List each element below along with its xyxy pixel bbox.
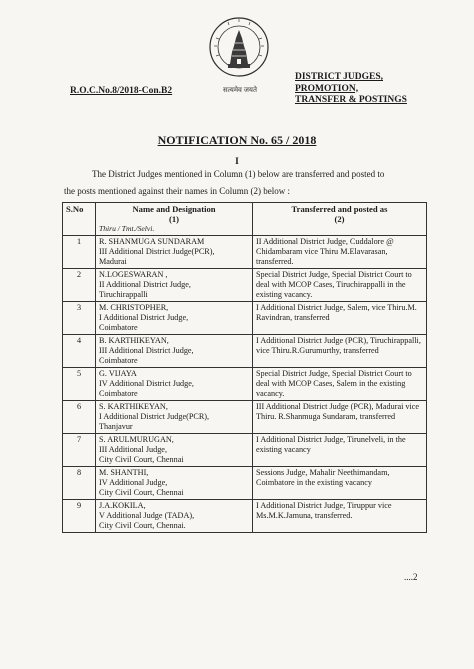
name-designation-cell [96, 368, 253, 401]
name-designation-cell [96, 269, 253, 302]
name-designation-line: Coimbatore [99, 389, 138, 398]
column-header-sno: S.No [63, 203, 96, 236]
name-designation-line: Tiruchirappalli [99, 290, 148, 299]
name-designation-line: M. SHANTHI, [99, 468, 149, 477]
posting-cell: I Additional District Judge (PCR), Tiruchirappalli, vice Thiru.R.Gurumurthy, transferred [253, 335, 427, 368]
name-designation-line: V Additional Judge (TADA), [99, 511, 195, 520]
posting-cell: Special District Judge, Special District Court to deal with MCOP Cases, Tiruchirappalli in the existing vacancy. [253, 269, 427, 302]
name-designation-line: III Additional District Judge, [99, 346, 194, 355]
name-designation-line: City Civil Court, Chennai [99, 488, 184, 497]
table-header-row [63, 203, 427, 236]
department-line: PROMOTION, [295, 83, 359, 94]
table-row [63, 467, 427, 500]
name-designation-line: S. KARTHIKEYAN, [99, 402, 168, 411]
name-designation-line: IV Additional District Judge, [99, 379, 194, 388]
notification-title: NOTIFICATION No. 65 / 2018 [157, 133, 317, 147]
intro-text-line: the posts mentioned against their names in Column (2) below : [64, 186, 290, 196]
name-designation-line: S. ARULMURUGAN, [99, 435, 174, 444]
name-designation-line: Coimbatore [99, 323, 138, 332]
serial-number-cell: 2 [63, 269, 96, 302]
name-designation-cell [96, 401, 253, 434]
column-header-post-number: (2) [334, 214, 345, 224]
serial-number-cell: 5 [63, 368, 96, 401]
name-designation-line: I Additional District Judge, [99, 313, 189, 322]
table-row [63, 302, 427, 335]
name-designation-cell [96, 335, 253, 368]
department-line: TRANSFER & POSTINGS [295, 95, 407, 105]
posting-cell: III Additional District Judge (PCR), Madurai vice Thiru. R.Shanmuga Sundaram, transferred [253, 401, 427, 434]
name-designation-line: III Additional Judge, [99, 445, 167, 454]
name-designation-line: Coimbatore [99, 356, 138, 365]
name-designation-line: City Civil Court, Chennai. [99, 521, 186, 530]
column-header-name [96, 203, 253, 236]
name-designation-line: R. SHANMUGA SUNDARAM [99, 237, 205, 246]
name-designation-line: M. CHRISTOPHER, [99, 303, 169, 312]
serial-number-cell: 4 [63, 335, 96, 368]
reference-number: R.O.C.No.8/2018-Con.B2 [70, 86, 173, 96]
name-designation-line: J.A.KOKILA, [99, 501, 146, 510]
posting-cell: I Additional District Judge, Salem, vice Thiru.M. Ravindran, transferred [253, 302, 427, 335]
column-header-post-label: Transferred and posted as [291, 204, 388, 214]
column-header-name-label: Name and Designation [132, 204, 216, 214]
intro-text-line: The District Judges mentioned in Column (1) below are transferred and posted to [92, 169, 385, 179]
serial-number-cell: 1 [63, 236, 96, 269]
serial-number-cell: 3 [63, 302, 96, 335]
department-heading [295, 72, 407, 107]
table-row [63, 269, 427, 302]
serial-number-cell: 7 [63, 434, 96, 467]
name-designation-line: Madurai [99, 257, 127, 266]
name-designation-line: City Civil Court, Chennai [99, 455, 184, 464]
table-row [63, 500, 427, 533]
transfer-table [62, 202, 427, 533]
name-designation-cell [96, 434, 253, 467]
name-designation-line: B. KARTHIKEYAN, [99, 336, 169, 345]
table-row [63, 434, 427, 467]
table-row [63, 368, 427, 401]
name-designation-line: Thanjavur [99, 422, 133, 431]
name-designation-line: N.LOGESWARAN , [99, 270, 168, 279]
high-court-seal-emblem [208, 16, 270, 86]
column-header-post [253, 203, 427, 236]
posting-cell: Special District Judge, Special District Court to deal with MCOP Cases, Salem in the existing vacancy. [253, 368, 427, 401]
posting-cell: I Additional District Judge, Tirunelveli, in the existing vacancy [253, 434, 427, 467]
name-designation-cell [96, 236, 253, 269]
serial-number-cell: 8 [63, 467, 96, 500]
name-designation-line: IV Additional Judge, [99, 478, 168, 487]
name-designation-line: II Additional District Judge, [99, 280, 191, 289]
name-designation-cell [96, 302, 253, 335]
name-designation-line: G. VIJAYA [99, 369, 137, 378]
serial-number-cell: 9 [63, 500, 96, 533]
serial-number-cell: 6 [63, 401, 96, 434]
page-continuation-marker: ....2 [404, 572, 418, 582]
name-designation-cell [96, 500, 253, 533]
name-designation-cell [96, 467, 253, 500]
part-number: I [235, 157, 239, 167]
posting-cell: I Additional District Judge, Tiruppur vice Ms.M.K.Jamuna, transferred. [253, 500, 427, 533]
table-row [63, 401, 427, 434]
table-row [63, 236, 427, 269]
name-designation-line: III Additional District Judge(PCR), [99, 247, 215, 256]
seal-motto: सत्यमेव जयते [223, 86, 257, 94]
posting-cell: Sessions Judge, Mahalir Neethimandam, Coimbatore in the existing vacancy [253, 467, 427, 500]
name-designation-line: I Additional District Judge(PCR), [99, 412, 210, 421]
department-line: DISTRICT JUDGES, [295, 72, 383, 82]
table-row [63, 335, 427, 368]
posting-cell: II Additional District Judge, Cuddalore @ Chidambaram vice Thiru M.Elavarasan, transferred. [253, 236, 427, 269]
column-header-name-number: (1) [168, 214, 180, 224]
column-header-name-subtitle: Thiru / Tmt./Selvi. [99, 224, 155, 233]
